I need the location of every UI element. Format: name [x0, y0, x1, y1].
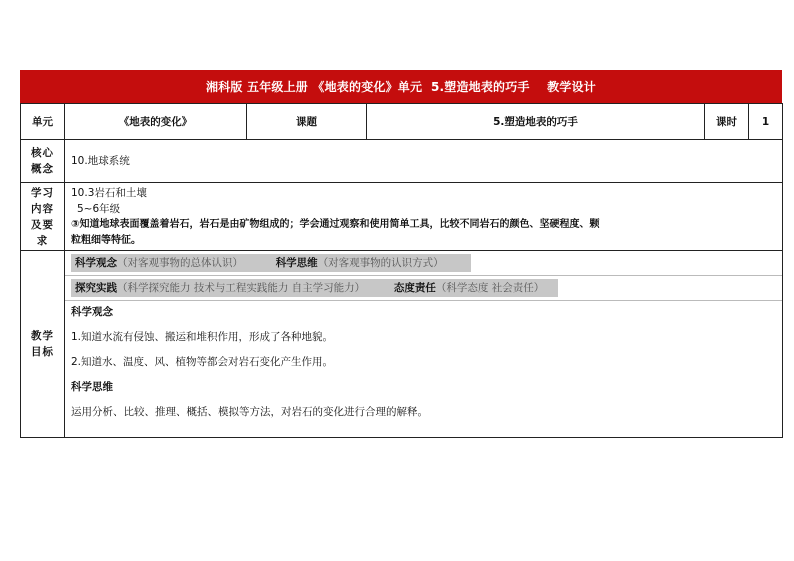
goal-section-title: 科学观念: [71, 306, 113, 318]
header-row: [21, 104, 783, 140]
goal-highlight-block: 探究实践（科学探究能力 技术与工程实践能力 自主学习能力） 态度责任（科学态度 社会责任）: [71, 279, 558, 297]
period-label: 课时: [705, 104, 749, 140]
goal-highlight-block: 科学观念（对客观事物的总体认识） 科学思维（对客观事物的认识方式）: [71, 254, 471, 272]
requirements-content: [65, 183, 783, 251]
unit-label: 单元: [21, 104, 65, 140]
unit-value: 《地表的变化》: [65, 104, 247, 140]
requirements-line: ③知道地球表面覆盖着岩石，岩石是由矿物组成的；学会通过观察和使用简单工具，比较不同岩石的颜色、坚硬程度、颗: [71, 218, 600, 230]
document-title-banner: 湘科版 五年级上册 《地表的变化》单元 5.塑造地表的巧手 教学设计: [20, 70, 782, 103]
topic-label: 课题: [247, 104, 367, 140]
teaching-goals-row: [21, 251, 783, 438]
goal-item: 2.知道水、温度、风、植物等都会对岩石变化产生作用。: [71, 356, 334, 368]
lesson-plan-document: [20, 70, 782, 438]
topic-value: 5.塑造地表的巧手: [367, 104, 705, 140]
requirements-line: 5~6年级: [77, 202, 121, 215]
goal-details: [65, 301, 782, 420]
goal-section-title: 科学思维: [71, 381, 113, 393]
requirements-line: 10.3岩石和土壤: [71, 186, 147, 199]
goal-item: 1.知道水流有侵蚀、搬运和堆积作用，形成了各种地貌。: [71, 331, 334, 343]
core-concept-value: 10.地球系统: [65, 140, 783, 183]
teaching-goals-content: [65, 251, 783, 438]
requirements-line: 粒粗细等特征。: [71, 234, 141, 246]
goal-highlight-line-1: [65, 251, 782, 276]
goal-highlight-line-2: [65, 276, 782, 301]
requirements-label: 学习 内容 及要 求: [21, 183, 65, 251]
core-concept-row: [21, 140, 783, 183]
requirements-row: [21, 183, 783, 251]
lesson-plan-table: [20, 103, 783, 438]
teaching-goals-label: 教学 目标: [21, 251, 65, 438]
goal-item: 运用分析、比较、推理、概括、模拟等方法，对岩石的变化进行合理的解释。: [71, 406, 428, 418]
core-concept-label: 核心 概念: [21, 140, 65, 183]
period-value: 1: [749, 104, 783, 140]
